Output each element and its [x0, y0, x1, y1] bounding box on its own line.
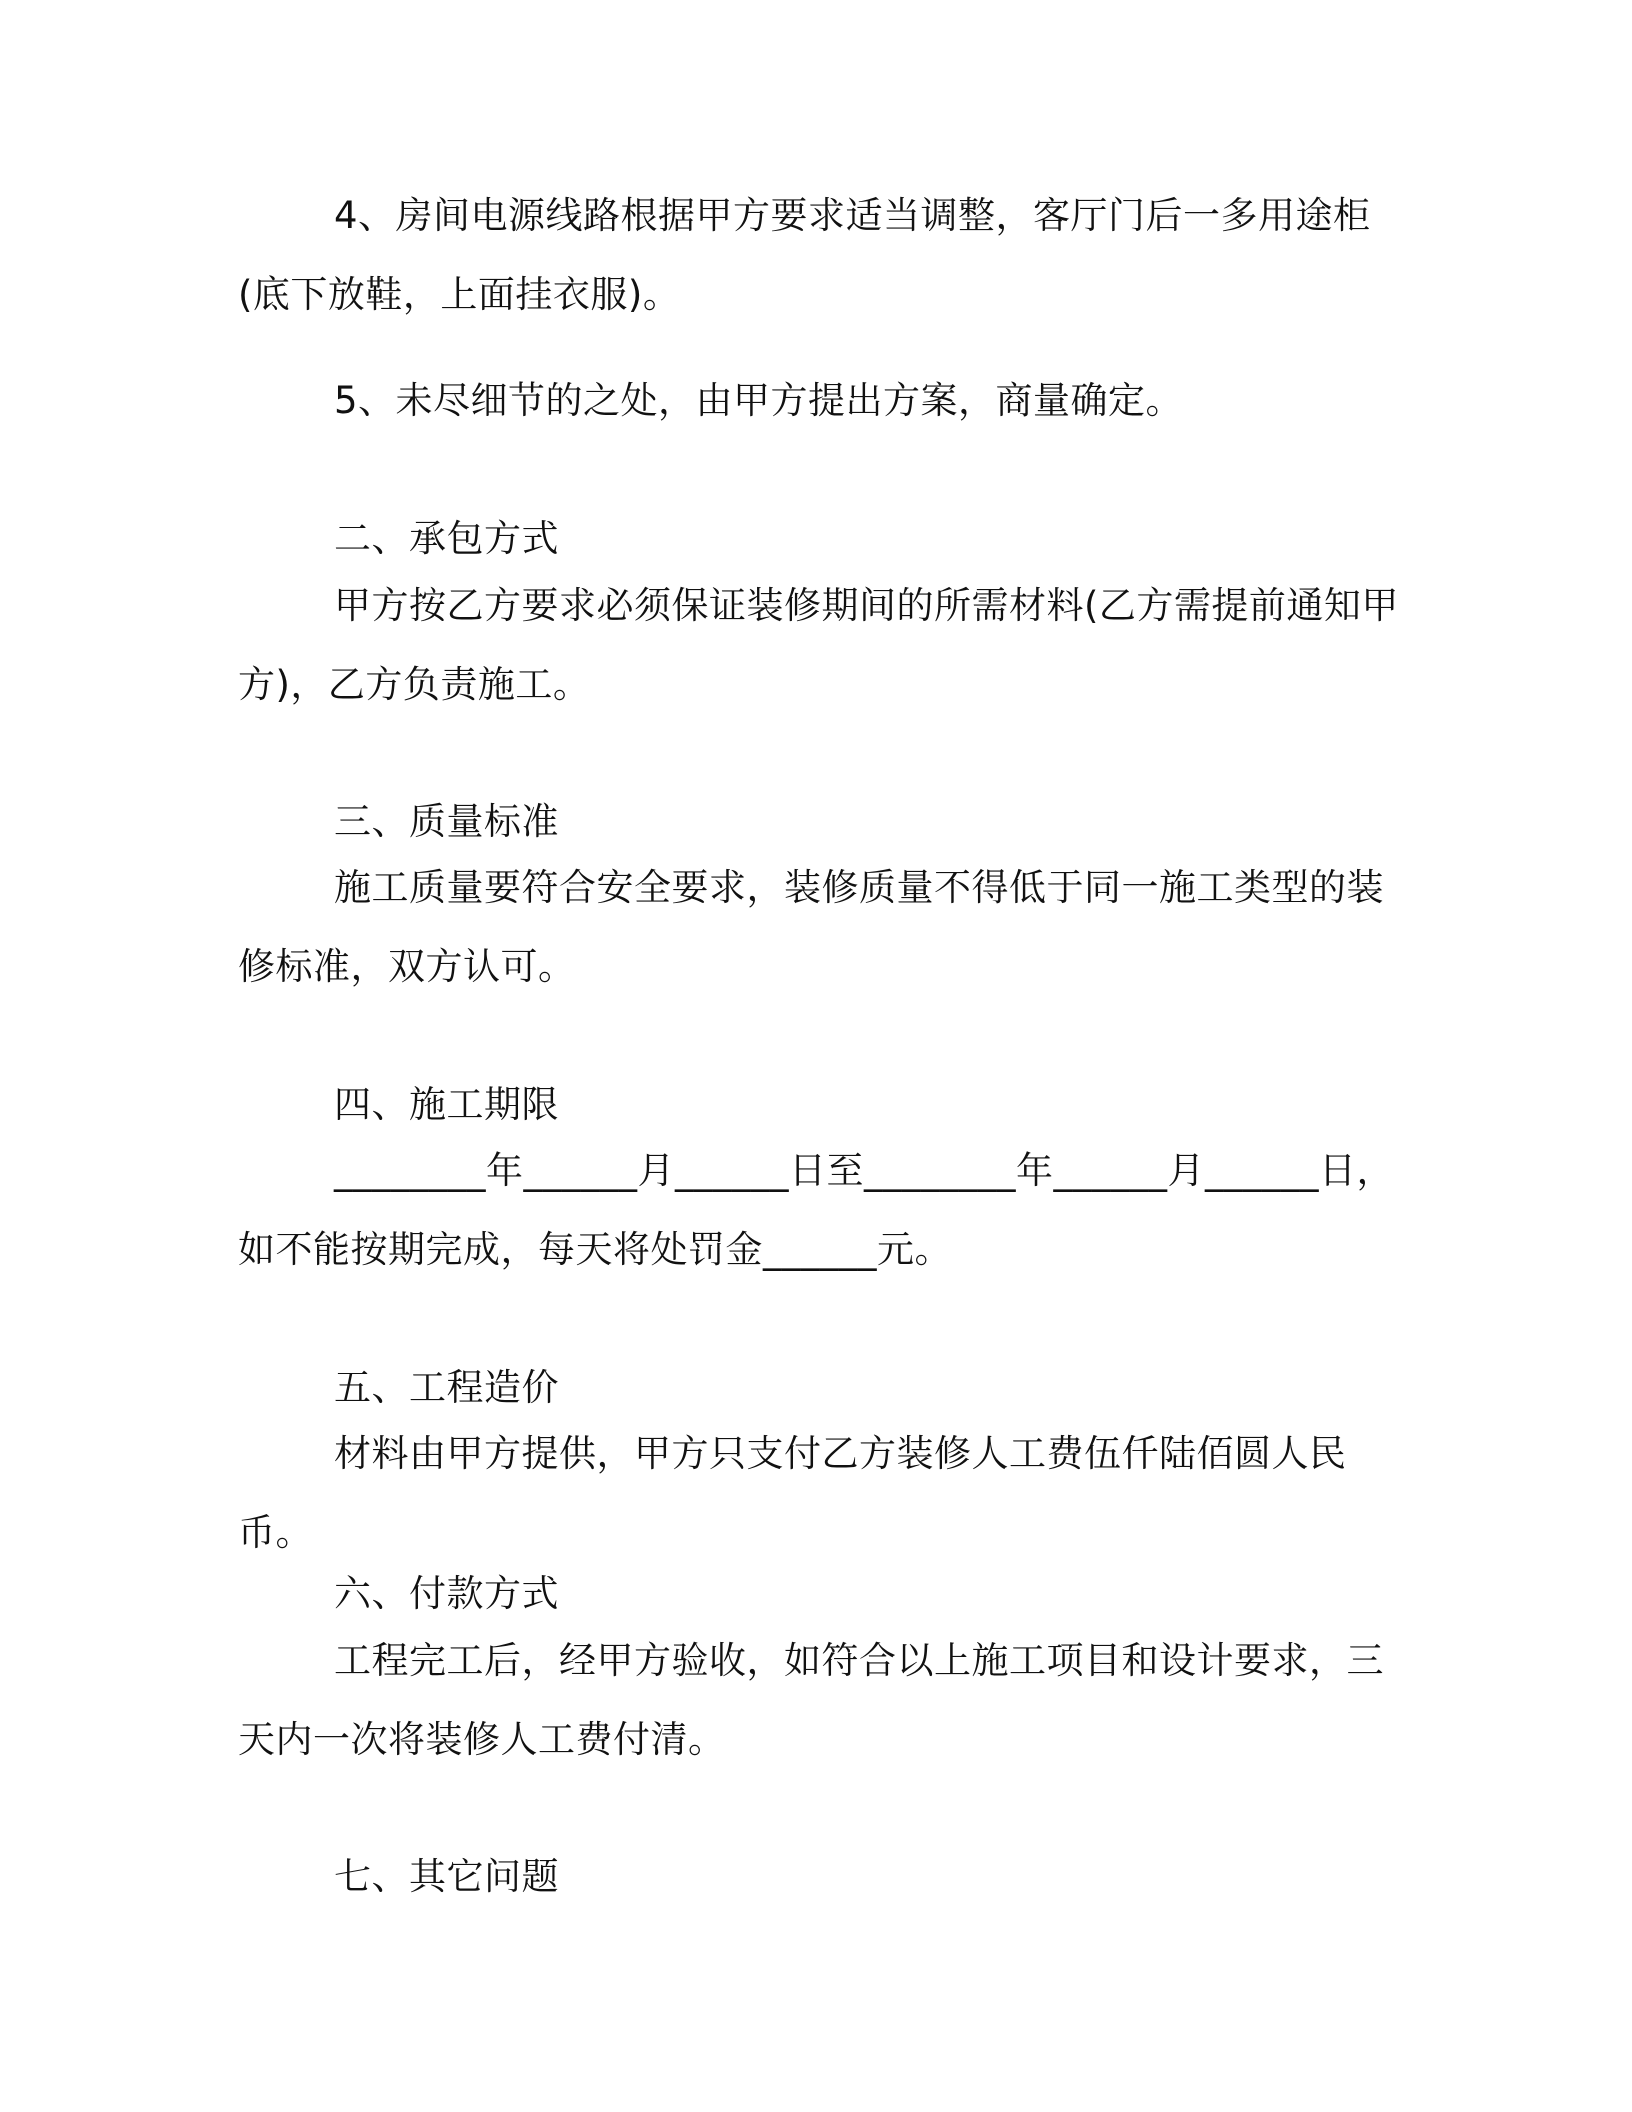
paragraph-construction-period: ________年______月______日至________年______月______日，如不能按期完成，每天将处罚金______元。: [238, 1149, 1394, 1271]
section-heading-2: 二、承包方式: [334, 517, 559, 560]
paragraph-project-cost: 材料由甲方提供，甲方只支付乙方装修人工费伍仟陆佰圆人民币。: [238, 1432, 1347, 1554]
paragraph-item-5: 5、未尽细节的之处，由甲方提出方案，商量确定。: [334, 379, 1184, 422]
paragraph-quality-standard: 施工质量要符合安全要求，装修质量不得低于同一施工类型的装修标准，双方认可。: [238, 866, 1384, 988]
section-heading-3: 三、质量标准: [334, 800, 559, 843]
paragraph-item-4: 4、房间电源线路根据甲方要求适当调整，客厅门后一多用途柜(底下放鞋，上面挂衣服)。: [238, 194, 1371, 316]
section-heading-7: 七、其它问题: [334, 1855, 559, 1898]
section-heading-5: 五、工程造价: [334, 1366, 559, 1409]
paragraph-payment-method: 工程完工后，经甲方验收，如符合以上施工项目和设计要求，三天内一次将装修人工费付清。: [238, 1639, 1384, 1761]
section-heading-4: 四、施工期限: [334, 1083, 559, 1126]
paragraph-contract-method: 甲方按乙方要求必须保证装修期间的所需材料(乙方需提前通知甲方)，乙方负责施工。: [238, 584, 1399, 706]
section-heading-6: 六、付款方式: [334, 1572, 559, 1615]
